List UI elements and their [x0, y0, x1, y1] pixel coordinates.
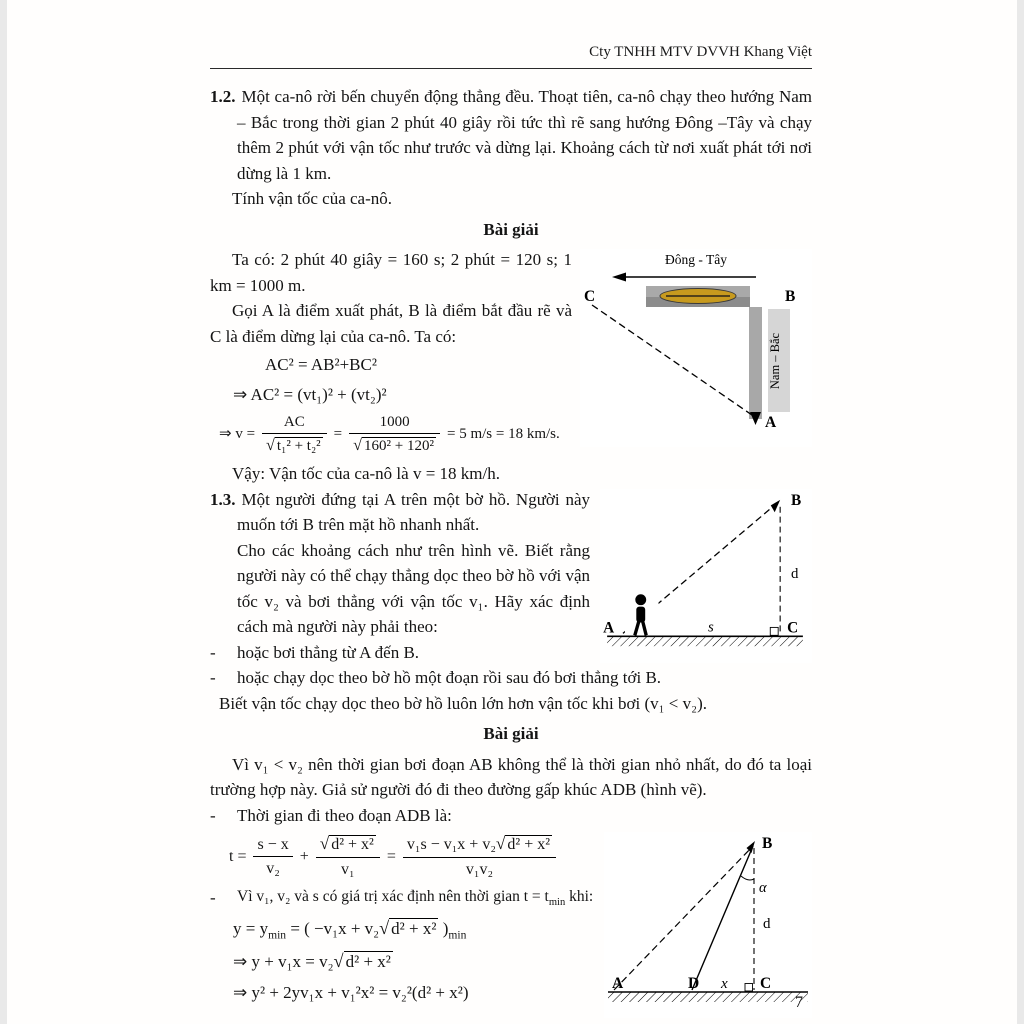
distance-label-d: d	[763, 916, 771, 933]
solution-1-2-line-1: Ta có: 2 phút 40 giây = 160 s; 2 phút = 120 s; 1 km = 1000 m.	[210, 250, 572, 295]
conclusion-1-2: Vậy: Vận tốc của ca-nô là v = 18 km/h.	[232, 464, 500, 484]
problem-1-3-statement-2: Cho các khoảng cách như trên hình vẽ. Biết rằng người này có thể chạy thẳng dọc theo bờ hồ với vận tốc v₂ và bơi thẳng với vận tốc v₁. Hãy xác định cách mà người này phải theo:	[237, 540, 590, 637]
page-content	[210, 84, 812, 1020]
arrow-head-b-icon	[771, 500, 780, 512]
list-dash: -	[210, 888, 216, 908]
problem-1-2-task: Tính vận tốc của ca-nô.	[232, 189, 393, 208]
radical-sign: √	[495, 834, 506, 854]
person-body	[636, 607, 645, 623]
list-dash: -	[210, 642, 216, 662]
dashed-line-ab	[612, 847, 752, 993]
fraction-swim	[316, 834, 380, 879]
math-fragment: = ( −v₁x + v₂	[286, 919, 380, 939]
subscript-min: min	[548, 897, 566, 909]
problem-1-3-statement-1: Một người đứng tại A trên một bờ hồ. Người này muốn tới B trên mặt hồ nhanh nhất.	[237, 489, 590, 535]
figure-canoe-diagram	[580, 249, 812, 447]
problem-1-2	[210, 84, 812, 186]
equation-pythagoras: AC² = AB²+BC²	[265, 355, 377, 374]
math-fragment: )	[438, 919, 449, 939]
solution-step-adb	[210, 803, 812, 829]
distance-label-s: s	[707, 619, 714, 636]
solution-step-adb-text: Thời gian đi theo đoạn ADB là:	[237, 805, 452, 825]
right-angle-marker	[745, 984, 753, 992]
solution-1-2-line-2: Gọi A là điểm xuất phát, B là điểm bắt đầu rẽ và C là điểm dừng lại của ca-nô. Ta có:	[210, 301, 572, 346]
subscript-min: min	[268, 928, 287, 942]
equation-time	[226, 834, 596, 879]
point-label-b: B	[762, 835, 773, 853]
equation-velocity	[216, 413, 572, 455]
radicand: 160² + 120²	[364, 438, 434, 454]
fraction-numerator: s − x	[253, 835, 292, 857]
south-path-bar	[749, 307, 762, 419]
fraction-1000	[349, 413, 440, 455]
solution-step-tmin	[210, 885, 596, 911]
distance-label-d: d	[791, 565, 799, 582]
radical-sign: √	[353, 436, 363, 454]
page-number: 7	[795, 994, 803, 1011]
math-fragment: Vì v₁, v₂ và s có giá trị xác định nên thời gian t = t	[237, 888, 549, 906]
solution-title-1-3: Bài giải	[483, 724, 539, 744]
person-icon	[635, 594, 646, 605]
figure-adb-diagram	[604, 832, 812, 1018]
figure-lake-diagram	[600, 489, 812, 663]
fraction-denominator: v₁v₂	[465, 861, 494, 879]
solid-line-db	[692, 846, 753, 993]
solution-title-1-2: Bài giải	[483, 219, 539, 239]
list-dash: -	[210, 668, 216, 688]
fraction-ac	[262, 413, 327, 455]
point-label-d: D	[688, 975, 700, 993]
math-equals: =	[333, 425, 343, 442]
solution-step-tmin-text	[237, 885, 593, 911]
point-label-c: C	[787, 619, 799, 637]
document-page	[7, 0, 1017, 1024]
subscript-min: min	[448, 928, 467, 942]
option-run-then-swim	[210, 665, 812, 691]
fraction-combined	[403, 834, 556, 879]
problem-1-2-statement: Một ca-nô rời bến chuyển động thẳng đều. Thoạt tiên, ca-nô chạy theo hướng Nam – Bắc trong thời gian 2 phút 40 giây rồi tức thì rẽ sang hướng Đông –Tây và chạy thêm 2 phút với vận tốc như trước và dừng lại. Khoảng cách từ nơi xuất phát tới nơi dừng là 1 km.	[237, 87, 812, 183]
point-label-a: A	[765, 414, 777, 431]
math-fragment: ⇒ y + v₁x = v₂	[233, 952, 334, 971]
fraction-run	[253, 835, 292, 878]
problem-1-2-number: 1.2.	[210, 87, 236, 106]
math-fragment: v₁s − v₁x + v₂	[406, 836, 496, 854]
math-result: = 5 m/s = 18 km/s.	[447, 425, 560, 442]
radical-sign: √	[266, 436, 275, 454]
solution-1-3-para-1: Vì v₁ < v₂ nên thời gian bơi đoạn AB không thể là thời gian nhỏ nhất, do đó ta loại trường hợp này. Giả sử người đó đi theo đường gấp khúc ADB (hình vẽ).	[210, 754, 812, 800]
radical-sign: √	[379, 918, 390, 939]
fraction-denominator	[262, 434, 327, 455]
radicand: t₁² + t₂²	[276, 438, 321, 454]
fraction-denominator: v₂	[266, 860, 280, 878]
speed-note: Biết vận tốc chạy dọc theo bờ hồ luôn lớn hơn vận tốc khi bơi (v₁ < v₂).	[219, 693, 707, 713]
fraction-numerator	[403, 834, 556, 858]
dashed-line-ca	[592, 305, 752, 415]
equation-vt: ⇒ AC² = (vt₁)² + (vt₂)²	[233, 384, 387, 404]
math-fragment: khi:	[565, 888, 594, 906]
math-lead: t =	[229, 847, 247, 865]
radicand: d² + x²	[345, 952, 391, 971]
west-arrow-head-icon	[612, 273, 626, 282]
fraction-numerator	[316, 834, 380, 858]
page-header	[210, 44, 812, 69]
point-label-c: C	[584, 288, 596, 305]
fraction-numerator: AC	[262, 413, 327, 434]
direction-label: Đông - Tây	[665, 252, 727, 267]
equation-squared: ⇒ y² + 2yv₁x + v₁²x² = v₂²(d² + x²)	[233, 982, 469, 1002]
angle-label-alpha: α	[759, 880, 767, 897]
ground-hatch	[607, 636, 803, 646]
ground-hatch	[608, 992, 808, 1002]
distance-label-x: x	[721, 976, 728, 993]
side-label-nam-bac: Nam – Bắc	[768, 332, 782, 390]
fraction-denominator: v₁	[341, 861, 355, 879]
point-label-a: A	[612, 975, 624, 993]
point-label-b: B	[785, 288, 796, 305]
math-fragment: y = y	[233, 919, 269, 939]
radicand: d² + x²	[331, 836, 374, 854]
option-run-then-swim-text: hoặc chạy dọc theo bờ hồ một đoạn rồi sau đó bơi thẳng tới B.	[237, 668, 662, 688]
point-label-b: B	[791, 491, 802, 509]
fraction-denominator	[349, 434, 440, 455]
fraction-numerator: 1000	[349, 413, 440, 434]
math-plus: +	[299, 847, 309, 865]
angle-arc	[741, 876, 754, 880]
radical-sign: √	[319, 834, 330, 854]
point-label-c: C	[760, 975, 772, 993]
radical-sign: √	[333, 951, 344, 971]
math-lead: ⇒ v =	[219, 425, 256, 442]
radicand: d² + x²	[507, 836, 551, 854]
publisher-name: Cty TNHH MTV DVVH Khang Việt	[589, 44, 812, 60]
radicand: d² + x²	[391, 919, 437, 939]
list-dash: -	[210, 805, 216, 825]
option-swim-direct-text: hoặc bơi thẳng từ A đến B.	[237, 642, 420, 662]
option-swim-direct	[210, 640, 590, 666]
math-equals: =	[386, 847, 396, 865]
point-label-a: A	[603, 619, 615, 637]
right-angle-marker	[770, 627, 778, 635]
problem-1-3-number: 1.3.	[210, 489, 236, 509]
